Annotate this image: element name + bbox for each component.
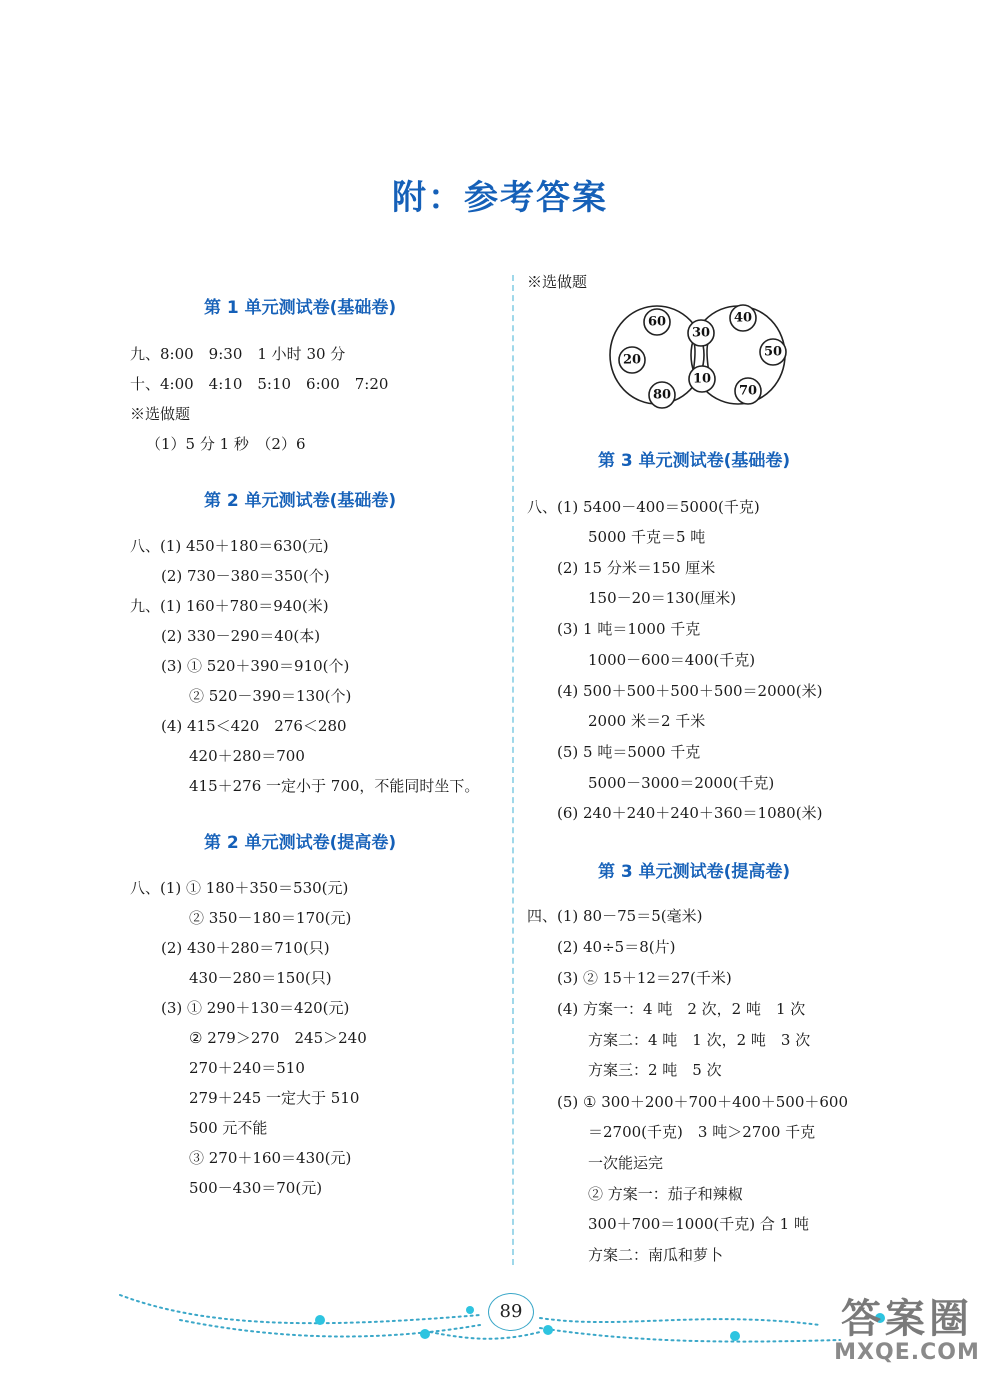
answer-line: ② 方案一：茄子和辣椒 (588, 1185, 743, 1203)
answer-line: （1）5 分 1 秒 （2）6 (146, 435, 306, 453)
page-number: 89 (488, 1293, 534, 1331)
answer-line: 方案三：2 吨 5 次 (588, 1061, 722, 1079)
answer-line: (4) 500＋500＋500＋500＝2000(米) (557, 682, 823, 700)
answer-line: 九、8:00 9:30 1 小时 30 分 (130, 345, 346, 363)
answer-line: 八、(1) ① 180＋350＝530(元) (130, 879, 349, 897)
answer-line: (3) ② 15＋12＝27(千米) (557, 969, 732, 987)
watermark-logo (822, 1298, 992, 1366)
answer-line: 1000－600＝400(千克) (588, 651, 756, 669)
svg-text:40: 40 (733, 310, 753, 326)
number-node (688, 320, 714, 346)
answer-line: 420＋280＝700 (189, 747, 305, 765)
unit1-basic-heading: 第 1 单元测试卷(基础卷) (204, 298, 397, 318)
answer-line: 415＋276 一定小于 700，不能同时坐下。 (189, 777, 480, 795)
answer-line: 方案二：南瓜和萝卜 (588, 1246, 724, 1264)
number-node (649, 382, 675, 408)
answer-line: (2) 730－380＝350(个) (161, 567, 330, 585)
answer-line: 430－280＝150(只) (189, 969, 332, 987)
unit2-basic-heading: 第 2 单元测试卷(基础卷) (204, 491, 397, 511)
answer-line: (3) 1 吨＝1000 千克 (557, 620, 701, 638)
optional-label: ※选做题 (527, 273, 588, 291)
answer-line: ② 350－180＝170(元) (189, 909, 352, 927)
answer-line: 150－20＝130(厘米) (588, 589, 737, 607)
number-node (644, 309, 670, 335)
answer-line: 270＋240＝510 (189, 1059, 305, 1077)
answer-line: 500 元不能 (189, 1119, 268, 1137)
watermark-text: 答案圈 (841, 1296, 973, 1342)
answer-line: 300＋700＝1000(千克) 合 1 吨 (588, 1215, 809, 1233)
answer-line: (3) ① 290＋130＝420(元) (161, 999, 350, 1017)
answer-line: 500－430＝70(元) (189, 1179, 323, 1197)
number-node (689, 366, 715, 392)
answer-line: 5000 千克＝5 吨 (588, 528, 706, 546)
svg-text:80: 80 (652, 387, 672, 403)
number-node (730, 305, 756, 331)
optional-label: ※选做题 (130, 405, 191, 423)
answer-line: 2000 米＝2 千米 (588, 712, 706, 730)
unit3-basic-heading: 第 3 单元测试卷(基础卷) (598, 451, 791, 471)
unit3-advanced-heading: 第 3 单元测试卷(提高卷) (598, 862, 791, 882)
answer-line: 5000－3000＝2000(千克) (588, 774, 775, 792)
answer-line: 方案二：4 吨 1 次，2 吨 3 次 (588, 1031, 811, 1049)
svg-text:60: 60 (647, 314, 667, 330)
answer-line: 八、(1) 450＋180＝630(元) (130, 537, 329, 555)
circle-nodes (619, 305, 786, 408)
svg-text:20: 20 (622, 352, 642, 368)
answer-line: (2) 330－290＝40(本) (161, 627, 321, 645)
page-title: 附：参考答案 (392, 178, 608, 218)
answer-line: ② 279＞270 245＞240 (189, 1029, 367, 1047)
number-node (760, 339, 786, 365)
circle-number-diagram (600, 295, 800, 415)
answer-line: (6) 240＋240＋240＋360＝1080(米) (557, 804, 823, 822)
answer-line: 279＋245 一定大于 510 (189, 1089, 360, 1107)
answer-line: (5) ① 300＋200＋700＋400＋500＋600 (557, 1093, 849, 1111)
answer-line: (4) 方案一：4 吨 2 次，2 吨 1 次 (557, 1000, 806, 1018)
answer-line: 十、4:00 4:10 5:10 6:00 7:20 (130, 375, 389, 393)
column-divider (512, 275, 514, 1265)
answer-line: ③ 270＋160＝430(元) (189, 1149, 352, 1167)
answer-line: ＝2700(千克) 3 吨＞2700 千克 (588, 1123, 816, 1141)
unit2-advanced-heading: 第 2 单元测试卷(提高卷) (204, 833, 397, 853)
answer-line: ② 520－390＝130(个) (189, 687, 352, 705)
svg-text:50: 50 (763, 344, 783, 360)
watermark-url: MXQE.COM (834, 1340, 980, 1365)
number-node (735, 378, 761, 404)
answer-line: (2) 430＋280＝710(只) (161, 939, 330, 957)
answer-line: (4) 415＜420 276＜280 (161, 717, 347, 735)
answer-line: (2) 40÷5＝8(片) (557, 938, 676, 956)
answer-line: 八、(1) 5400－400＝5000(千克) (527, 498, 760, 516)
answer-line: (2) 15 分米＝150 厘米 (557, 559, 716, 577)
answer-line: 九、(1) 160＋780＝940(米) (130, 597, 329, 615)
number-node (619, 347, 645, 373)
answer-line: 四、(1) 80－75＝5(毫米) (527, 907, 703, 925)
svg-text:70: 70 (738, 383, 758, 399)
answer-line: (5) 5 吨＝5000 千克 (557, 743, 701, 761)
svg-text:30: 30 (691, 325, 711, 341)
answer-line: 一次能运完 (588, 1154, 664, 1172)
answer-line: (3) ① 520＋390＝910(个) (161, 657, 350, 675)
svg-text:10: 10 (692, 371, 712, 387)
